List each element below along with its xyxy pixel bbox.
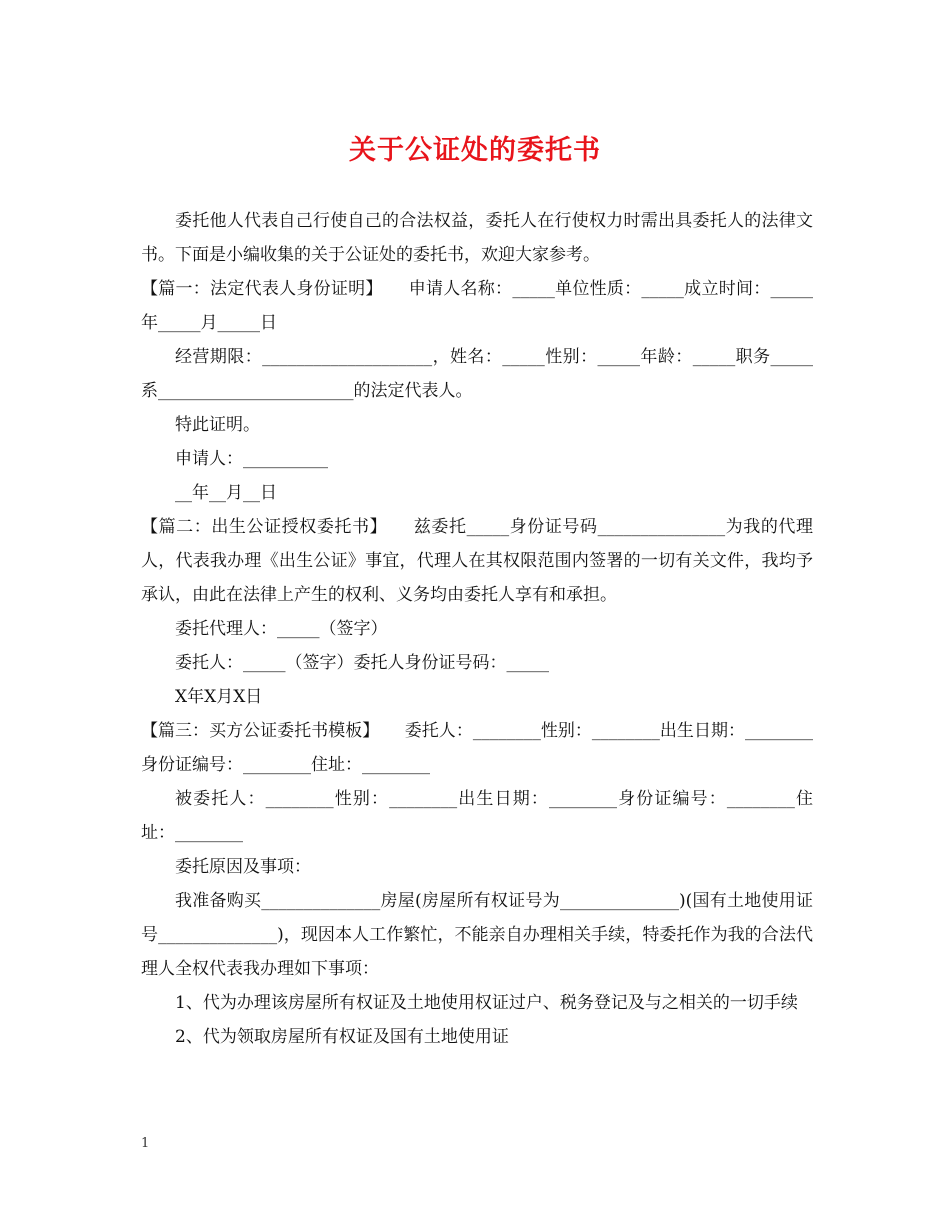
- paragraph: 2、代为领取房屋所有权证及国有土地使用证: [175, 1027, 509, 1047]
- paragraph: 我准备购买______________房屋(房屋所有权证号为______________)(国有土地使用证号______________)，现因本人工作繁忙，不能亲自办理相关手续，特委托作为我的合法代理人全权代表我办理如下事项：: [141, 891, 813, 979]
- paragraph: 申请人：__________: [175, 449, 328, 469]
- paragraph: 委托代理人：_____（签字）: [175, 619, 388, 639]
- paragraph: 经营期限：____________________，姓名：_____性别：_____年龄：_____职务_____系_______________________的法定代表人。: [141, 347, 813, 401]
- paragraph: 委托人：_____（签字）委托人身份证号码：_____: [175, 653, 549, 673]
- paragraph: 【篇三：买方公证委托书模板】 委托人：________性别：________出生日期：________身份证编号：________住址：________: [141, 721, 813, 775]
- paragraph: 特此证明。: [175, 415, 260, 435]
- page-number: 1: [141, 1136, 150, 1151]
- paragraph: 委托他人代表自己行使自己的合法权益，委托人在行使权力时需出具委托人的法律文书。下面是小编收集的关于公证处的委托书，欢迎大家参考。: [141, 211, 813, 265]
- paragraph: 委托原因及事项：: [175, 857, 311, 877]
- document-title: 关于公证处的委托书: [349, 135, 601, 166]
- paragraph: 【篇二：出生公证授权委托书】 兹委托_____身份证号码_______________为我的代理人，代表我办理《出生公证》事宜，代理人在其权限范围内签署的一切有关文件，我均予承认，由此在法律上产生的权利、义务均由委托人享有和承担。: [141, 517, 813, 605]
- paragraph: __年__月__日: [175, 483, 277, 503]
- paragraph: 【篇一：法定代表人身份证明】 申请人名称：_____单位性质：_____成立时间：_____年_____月_____日: [141, 279, 813, 333]
- paragraph: 被委托人：________性别：________出生日期：________身份证编号：________住址：________: [141, 789, 813, 843]
- document-body: [141, 204, 813, 1054]
- paragraph: X年X月X日: [175, 687, 263, 707]
- paragraph: 1、代为办理该房屋所有权证及土地使用权证过户、税务登记及与之相关的一切手续: [175, 993, 798, 1013]
